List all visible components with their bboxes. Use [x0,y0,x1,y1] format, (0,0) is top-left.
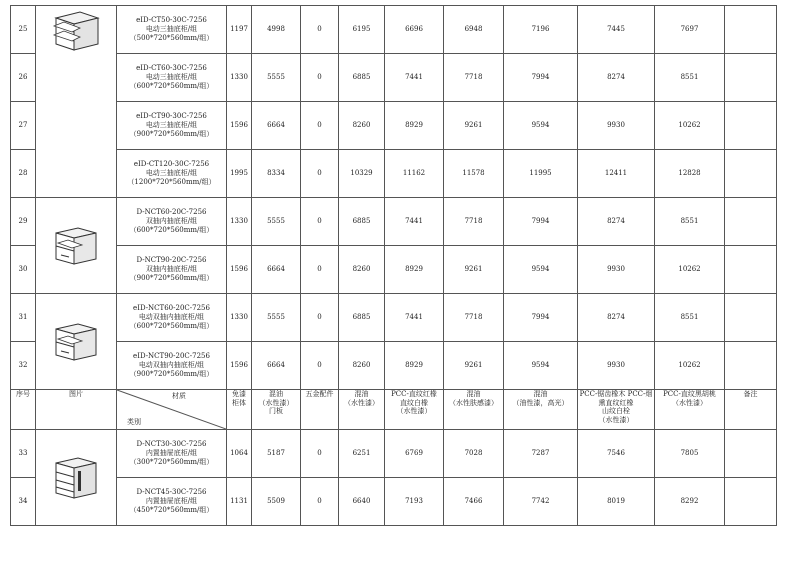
header-column: 混油 （油性漆，高光） [504,390,578,430]
product-description [117,342,227,390]
price-cell: 8292 [655,478,725,526]
price-cell: 1596 [227,102,252,150]
table-row [11,54,777,102]
model-code: D-NCT45-30C-7256 [136,488,207,496]
product-description [117,478,227,526]
model-code: D-NCT30-30C-7256 [136,440,207,448]
product-name: 双抽内抽底柜/组 [145,217,198,225]
row-number: 26 [11,54,36,102]
price-cell: 9930 [578,342,655,390]
price-cell: 0 [301,6,339,54]
header-material-category [117,390,227,430]
product-name: 内置抽屉底柜/组 [145,449,198,457]
price-cell: 8551 [655,198,725,246]
header-column: PCC-直纹黑胡桃 （水性漆） [655,390,725,430]
price-cell: 0 [301,430,339,478]
price-cell: 9594 [504,246,578,294]
price-cell: 6195 [339,6,385,54]
header-column: 混油 （水性肤感漆） [444,390,504,430]
price-cell: 12411 [578,150,655,198]
row-number: 34 [11,478,36,526]
price-cell: 6251 [339,430,385,478]
price-cell: 1197 [227,6,252,54]
product-size: （900*720*560mm/组） [129,274,214,282]
price-cell: 1330 [227,198,252,246]
model-code: eID-CT90-30C-7256 [136,112,207,120]
product-description [117,294,227,342]
price-cell: 1596 [227,342,252,390]
row-number: 25 [11,6,36,54]
price-cell: 8260 [339,342,385,390]
price-cell: 8019 [578,478,655,526]
header-row [11,390,777,430]
price-cell: 6885 [339,294,385,342]
product-size: （450*720*560mm/组） [129,506,214,514]
note-cell [725,430,777,478]
double-drawer-cabinet-icon [52,225,100,267]
product-description [117,54,227,102]
table-row [11,102,777,150]
price-cell: 8274 [578,198,655,246]
model-code: eID-NCT60-20C-7256 [133,304,210,312]
price-cell: 1064 [227,430,252,478]
price-cell: 7441 [385,198,444,246]
price-cell: 7193 [385,478,444,526]
price-cell: 6664 [252,342,301,390]
product-size: （300*720*560mm/组） [129,458,214,466]
price-cell: 11162 [385,150,444,198]
product-name: 双抽内抽底柜/组 [145,265,198,273]
price-cell: 7441 [385,294,444,342]
table-body [11,6,777,526]
table-row [11,430,777,478]
price-cell: 7994 [504,54,578,102]
header-column: 备注 [725,390,777,430]
product-description [117,150,227,198]
price-cell: 10262 [655,246,725,294]
row-number: 28 [11,150,36,198]
product-name: 电动三抽底柜/组 [145,169,198,177]
header-column: 混油 （水性漆） [339,390,385,430]
price-cell: 8260 [339,102,385,150]
price-cell: 7718 [444,198,504,246]
product-name: 电动双抽内抽底柜/组 [138,313,205,321]
header-column: 混油 （水性漆） 门板 [252,390,301,430]
price-cell: 9594 [504,102,578,150]
price-cell: 9594 [504,342,578,390]
model-code: D-NCT60-20C-7256 [136,208,207,216]
product-image [36,294,117,390]
price-cell: 7994 [504,294,578,342]
note-cell [725,198,777,246]
product-size: （1200*720*560mm/组） [127,178,216,186]
price-cell: 11995 [504,150,578,198]
row-number: 33 [11,430,36,478]
price-cell: 8551 [655,294,725,342]
price-cell: 7196 [504,6,578,54]
price-cell: 6885 [339,54,385,102]
header-no: 序号 [11,390,36,430]
product-size: （600*720*560mm/组） [129,322,214,330]
note-cell [725,246,777,294]
price-cell: 8274 [578,54,655,102]
product-description [117,430,227,478]
price-cell: 7805 [655,430,725,478]
price-cell: 9261 [444,102,504,150]
price-cell: 9930 [578,102,655,150]
price-cell: 8260 [339,246,385,294]
price-cell: 6664 [252,102,301,150]
price-cell: 5187 [252,430,301,478]
price-cell: 7287 [504,430,578,478]
model-code: eID-CT120-30C-7256 [133,160,210,168]
product-name: 电动三抽底柜/组 [145,73,198,81]
row-number: 32 [11,342,36,390]
price-cell: 6696 [385,6,444,54]
price-cell: 5555 [252,294,301,342]
price-cell: 1596 [227,246,252,294]
row-number: 27 [11,102,36,150]
price-cell: 8334 [252,150,301,198]
price-cell: 10329 [339,150,385,198]
model-code: eID-CT50-30C-7256 [136,16,207,24]
product-image [36,6,117,198]
price-cell: 1131 [227,478,252,526]
table-row [11,246,777,294]
price-cell: 7028 [444,430,504,478]
product-name: 电动三抽底柜/组 [145,121,198,129]
note-cell [725,342,777,390]
price-table [10,5,777,526]
price-cell: 0 [301,150,339,198]
price-cell: 9261 [444,246,504,294]
price-cell: 7546 [578,430,655,478]
price-cell: 9930 [578,246,655,294]
price-cell: 1330 [227,294,252,342]
note-cell [725,294,777,342]
price-cell: 7718 [444,294,504,342]
price-cell: 4998 [252,6,301,54]
price-cell: 6664 [252,246,301,294]
price-cell: 0 [301,54,339,102]
header-column: PCC-直纹红橡 直纹白橡 （水性漆） [385,390,444,430]
row-number: 30 [11,246,36,294]
product-name: 电动双抽内抽底柜/组 [138,361,205,369]
product-name: 电动三抽底柜/组 [145,25,198,33]
double-drawer-cabinet-icon [52,321,100,363]
product-description [117,6,227,54]
price-cell: 8929 [385,102,444,150]
header-material: 材质 [172,392,186,400]
note-cell [725,102,777,150]
price-cell: 0 [301,478,339,526]
price-cell: 0 [301,246,339,294]
product-name: 内置抽屉底柜/组 [145,497,198,505]
price-cell: 1330 [227,54,252,102]
price-cell: 10262 [655,102,725,150]
price-cell: 0 [301,102,339,150]
product-size: （900*720*560mm/组） [129,370,214,378]
price-cell: 9261 [444,342,504,390]
price-cell: 6948 [444,6,504,54]
price-cell: 7445 [578,6,655,54]
price-cell: 0 [301,198,339,246]
price-cell: 5555 [252,198,301,246]
price-cell: 7441 [385,54,444,102]
product-image [36,430,117,526]
price-cell: 8929 [385,342,444,390]
model-code: eID-CT60-30C-7256 [136,64,207,72]
price-cell: 7718 [444,54,504,102]
note-cell [725,6,777,54]
price-cell: 6885 [339,198,385,246]
header-image: 图片 [36,390,117,430]
price-cell: 6769 [385,430,444,478]
price-cell: 7697 [655,6,725,54]
price-cell: 0 [301,342,339,390]
product-size: （500*720*560mm/组） [129,34,214,42]
price-cell: 5555 [252,54,301,102]
price-cell: 10262 [655,342,725,390]
product-description [117,102,227,150]
price-cell: 8551 [655,54,725,102]
note-cell [725,478,777,526]
price-cell: 12828 [655,150,725,198]
price-cell: 7994 [504,198,578,246]
product-size: （900*720*560mm/组） [129,130,214,138]
header-column: 五金配件 [301,390,339,430]
header-category: 类別 [127,417,141,426]
product-image [36,198,117,294]
table-row [11,342,777,390]
note-cell [725,54,777,102]
price-cell: 8929 [385,246,444,294]
model-code: eID-NCT90-20C-7256 [133,352,210,360]
header-column: PCC-锯齿橡木 PCC-烟 熏直纹红橡 山纹白栓 （水性漆） [578,390,655,430]
table-row [11,198,777,246]
three-drawer-cabinet-icon [50,10,102,52]
row-number: 29 [11,198,36,246]
table-row [11,478,777,526]
inner-drawer-cabinet-icon [50,455,102,501]
product-description [117,198,227,246]
product-description [117,246,227,294]
price-cell: 0 [301,294,339,342]
header-column: 免漆 柜体 [227,390,252,430]
product-size: （600*720*560mm/组） [129,82,214,90]
price-cell: 7742 [504,478,578,526]
model-code: D-NCT90-20C-7256 [136,256,207,264]
table-row [11,6,777,54]
price-cell: 1995 [227,150,252,198]
price-cell: 7466 [444,478,504,526]
table-row [11,294,777,342]
price-cell: 11578 [444,150,504,198]
price-cell: 6640 [339,478,385,526]
row-number: 31 [11,294,36,342]
note-cell [725,150,777,198]
product-size: （600*720*560mm/组） [129,226,214,234]
price-cell: 5509 [252,478,301,526]
table-row [11,150,777,198]
price-cell: 8274 [578,294,655,342]
